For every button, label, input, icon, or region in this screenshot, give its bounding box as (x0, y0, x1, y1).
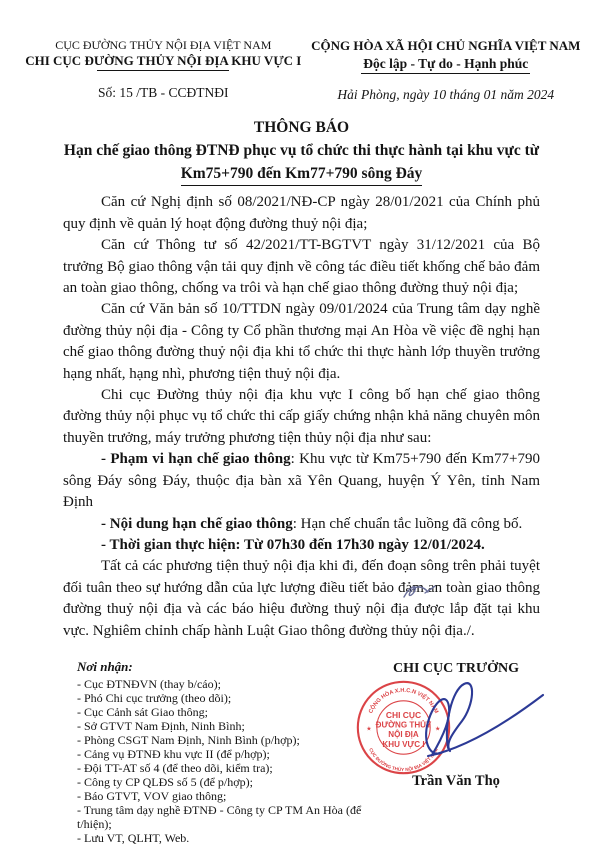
initial-signature-mark (401, 580, 437, 602)
national-motto: Độc lập - Tự do - Hạnh phúc (361, 56, 530, 74)
issuing-agency-block (23, 38, 304, 103)
bullet-scope-text: : Khu vực từ Km75+790 đến Km77+790 sông Đáy sông Đáy, thuộc địa bàn xã Yên Quang, huyện Ý Yên, tỉnh Nam Định (63, 451, 540, 511)
recipient-item: - Đội TT-AT số 4 (để theo dõi, kiểm tra); (77, 760, 273, 775)
bullet-time-label: - Thời gian thực hiện: Từ 07h30 đến 17h30 ngày 12/01/2024. (101, 536, 485, 553)
document-number: Số: 15 /TB - CCĐTNĐI (98, 85, 229, 100)
bullet-scope-label: - Phạm vi hạn chế giao thông (101, 451, 291, 468)
bullet-content (63, 514, 540, 535)
paragraph-closing: Tất cả các phương tiện thuỷ nội địa khi đi, đến đoạn sông trên phải tuyệt đối tuân theo sự hướng dẫn của lực lượng điều tiết bảo đảm an toàn giao thông đường thuỷ nội địa và các báo hiệu đường thuỷ nội địa được lắp đặt tại khu vực. Nghiêm chỉnh chấp hành Luật Giao thông đường thủy nội địa./. (63, 558, 540, 639)
recipients-heading: Nơi nhận: (77, 658, 133, 674)
agency-name: CHI CỤC ĐƯỜNG THỦY NỘI ĐỊA KHU VỰC I (25, 53, 302, 68)
seal-star-left-icon: ★ (366, 726, 372, 733)
recipient-item: - Phòng CSGT Nam Định, Ninh Bình (p/hợp); (77, 732, 300, 747)
document-type-title: THÔNG BÁO (253, 119, 350, 137)
document-body (63, 192, 540, 642)
recipient-item: - Trung tâm dạy nghề ĐTNĐ - Công ty CP TM An Hòa (để t/hiện); (77, 802, 362, 831)
bullet-content-text: : Hạn chế chuẩn tắc luồng đã công bố. (292, 515, 523, 532)
recipient-item: - Cục ĐTNĐVN (thay b/cáo); (77, 676, 221, 691)
national-motto-block (304, 38, 588, 103)
recipient-item: - Sở GTVT Nam Định, Ninh Bình; (77, 718, 245, 733)
signer-position-title: CHI CỤC TRƯỞNG (392, 660, 519, 676)
document-title-block (63, 116, 540, 186)
bullet-time (63, 535, 540, 556)
paragraph-legal-basis-1: Căn cứ Nghị định số 08/2021/NĐ-CP ngày 28/01/2021 của Chính phủ quy định về quản lý hoạt động đường thuỷ nội địa; (63, 194, 540, 232)
bullet-content-label: - Nội dung hạn chế giao thông (101, 515, 293, 532)
seal-arc-bottom-text: CỤC ĐƯỜNG THỦY NỘI ĐỊA VIỆT NAM (368, 747, 439, 773)
recipient-item: - Phó Chi cục trưởng (theo dõi); (77, 690, 232, 705)
seal-center-line1: CHI CỤC (385, 709, 422, 720)
recipient-item: - Cục Cảnh sát Giao thông; (77, 704, 208, 719)
agency-name-underline (97, 70, 229, 71)
seal-arc-top-text: CỘNG HÒA X.H.C.N VIỆT NAM (368, 687, 439, 715)
paragraph-legal-basis-2: Căn cứ Thông tư số 42/2021/TT-BGTVT ngày 31/12/2021 của Bộ trưởng Bộ giao thông vận tải quy định về công tác điều tiết khống chế bảo đảm an toàn giao thông, chống va trôi và hạn chế giao thông đường thuỷ nội địa; (63, 237, 540, 297)
place-and-date: Hải Phòng, ngày 10 tháng 01 năm 2024 (337, 87, 555, 103)
recipients-block (77, 660, 365, 845)
document-header (23, 38, 588, 103)
parent-agency-name: CỤC ĐƯỜNG THỦY NỘI ĐỊA VIỆT NAM (55, 38, 272, 52)
document-subject-line1: Hạn chế giao thông ĐTNĐ phục vụ tổ chức thi thực hành tại khu vực từ (63, 142, 540, 160)
recipient-item: - Công ty CP QLĐS số 5 (để p/hợp); (77, 774, 253, 789)
seal-center-line3: NỘI ĐỊA (388, 730, 419, 740)
national-title: CỘNG HÒA XÃ HỘI CHỦ NGHĨA VIỆT NAM (311, 38, 581, 53)
recipient-item: - Cảng vụ ĐTNĐ khu vực II (để p/hợp); (77, 746, 270, 761)
seal-center-line4: KHU VỰC I (382, 739, 425, 749)
document-footer (63, 658, 540, 858)
seal-star-right-icon: ★ (435, 726, 441, 733)
bullet-scope (63, 449, 540, 513)
document-subject-line2: Km75+790 đến Km77+790 sông Đáy (181, 162, 423, 186)
signer-name: Trần Văn Thọ (412, 772, 500, 789)
paragraph-legal-basis-3: Căn cứ Văn bản số 10/TTDN ngày 09/01/2024 của Trung tâm dạy nghề đường thủy nội địa - Công ty Cổ phần thương mại An Hòa về việc đề nghị hạn chế giao thông đường thuỷ nội địa khi tổ chức thi thực hành lớp thuyền trưởng hạng nhất, hạng nhì, phương tiện thuỷ nội địa. (63, 301, 540, 382)
recipient-item: - Báo GTVT, VOV giao thông; (77, 788, 227, 803)
seal-center-line2: ĐƯỜNG THỦY (375, 720, 432, 730)
handwritten-signature (381, 664, 549, 764)
paragraph-announcement: Chi cục Đường thủy nội địa khu vực I công bố hạn chế giao thông đường thủy nội phục vụ tổ chức thi cấp giấy chứng nhận khả năng chuyên môn thuyền trưởng, máy trưởng phương tiện thủy nội địa như sau: (63, 387, 540, 446)
recipient-item: - Lưu VT, QLHT, Web. (77, 830, 190, 845)
